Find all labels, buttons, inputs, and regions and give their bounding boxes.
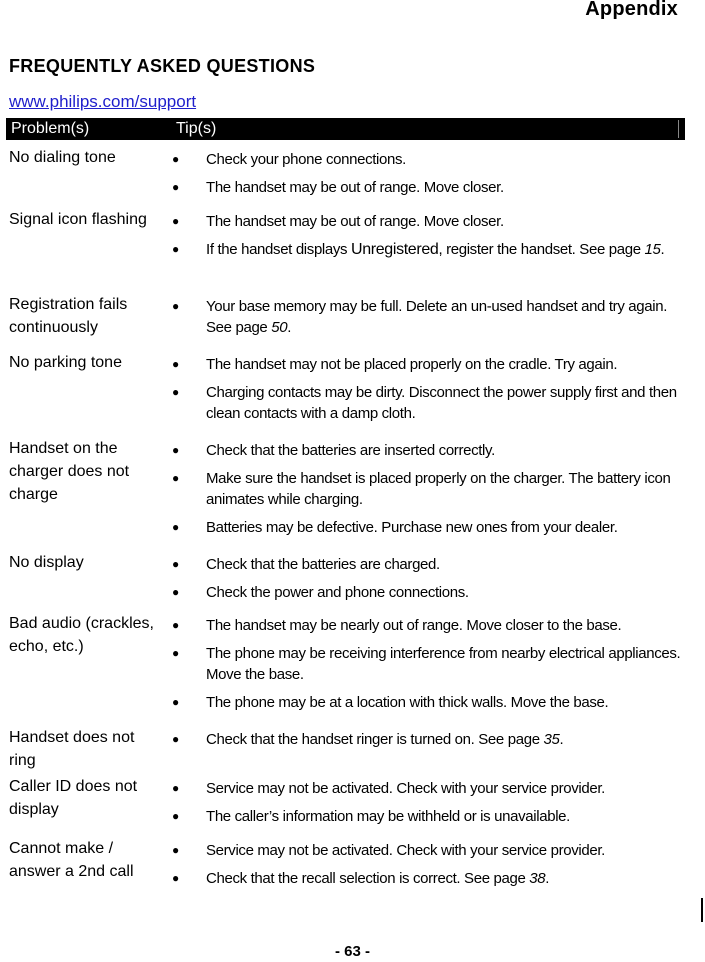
page-number: - 63 - <box>334 943 370 960</box>
problem-cell: Signal icon flashing <box>9 211 147 228</box>
tips-list <box>172 840 682 896</box>
tip-text: Service may not be activated. Check with your service provider. <box>206 842 605 859</box>
tips-list <box>172 778 682 834</box>
tip-item <box>172 211 682 232</box>
tip-text: , register the handset. See page <box>438 241 645 258</box>
problem-cell: Cannot make / answer a 2nd call <box>9 840 134 880</box>
section-header: Appendix <box>585 0 678 20</box>
tip-text: Make sure the handset is placed properly on the charger. The battery icon animates while charging. <box>206 470 671 508</box>
tip-text: Service may not be activated. Check with your service provider. <box>206 780 605 797</box>
tip-text: Check the power and phone connections. <box>206 584 469 601</box>
tips-list <box>172 440 682 545</box>
tip-item <box>172 382 682 424</box>
bullet-icon: ● <box>172 557 179 571</box>
tip-text: . <box>545 870 550 887</box>
tip-text: Batteries may be defective. Purchase new ones from your dealer. <box>206 519 618 536</box>
tip-item <box>172 615 682 636</box>
tip-item <box>172 840 682 861</box>
problem-cell: Handset on the charger does not charge <box>9 440 130 503</box>
page-reference: 50 <box>271 319 288 336</box>
tip-item <box>172 778 682 799</box>
problem-cell: No dialing tone <box>9 149 116 166</box>
tip-item <box>172 296 682 338</box>
bullet-icon: ● <box>172 180 179 194</box>
tip-text: The phone may be receiving interference from nearby electrical appliances. Move the base. <box>206 645 681 683</box>
tips-list <box>172 554 682 610</box>
page-reference: 35 <box>543 731 560 748</box>
problem-cell: No parking tone <box>9 354 122 371</box>
bullet-icon: ● <box>172 732 179 746</box>
tip-item <box>172 806 682 827</box>
tips-list <box>172 615 682 720</box>
bullet-icon: ● <box>172 809 179 823</box>
bullet-icon: ● <box>172 214 179 228</box>
bullet-icon: ● <box>172 443 179 457</box>
tip-item <box>172 643 682 685</box>
support-link[interactable]: www.philips.com/support <box>9 92 197 111</box>
bullet-icon: ● <box>172 695 179 709</box>
bullet-icon: ● <box>172 520 179 534</box>
tip-text: The handset may not be placed properly on the cradle. Try again. <box>206 356 618 373</box>
bullet-icon: ● <box>172 781 179 795</box>
bullet-icon: ● <box>172 299 179 313</box>
tip-item <box>172 692 682 713</box>
bullet-icon: ● <box>172 843 179 857</box>
tip-text: Check that the batteries are inserted correctly. <box>206 442 495 459</box>
column-header-problem: Problem(s) <box>11 120 90 137</box>
tip-item <box>172 354 682 375</box>
bullet-icon: ● <box>172 152 179 166</box>
page-reference: 15 <box>644 241 661 258</box>
tip-text: . <box>559 731 564 748</box>
tip-text: Check your phone connections. <box>206 151 406 168</box>
tips-list <box>172 296 682 345</box>
page-reference: 38 <box>529 870 546 887</box>
tip-text: Check that the batteries are charged. <box>206 556 440 573</box>
tip-text: The handset may be out of range. Move closer. <box>206 213 504 230</box>
page-title: FREQUENTLY ASKED QUESTIONS <box>9 56 316 76</box>
tip-item <box>172 868 682 889</box>
tip-item <box>172 517 682 538</box>
tip-text: The handset may be nearly out of range. Move closer to the base. <box>206 617 622 634</box>
bullet-icon: ● <box>172 385 179 399</box>
problem-cell: Registration fails continuously <box>9 296 128 336</box>
bullet-icon: ● <box>172 618 179 632</box>
tip-item <box>172 177 682 198</box>
tip-text: Your base memory may be full. Delete an un-used handset and try again. See page <box>206 298 668 336</box>
bullet-icon: ● <box>172 471 179 485</box>
tips-list <box>172 149 682 205</box>
tip-text: If the handset displays <box>206 241 352 258</box>
tip-text: . <box>287 319 292 336</box>
problem-cell: Bad audio (crackles, echo, etc.) <box>9 615 154 655</box>
tips-list <box>172 729 682 757</box>
bullet-icon: ● <box>172 242 179 256</box>
display-keyword: Unregistered <box>351 241 439 258</box>
tip-text: Charging contacts may be dirty. Disconnect the power supply first and then clean contacts with a damp cloth. <box>206 384 677 422</box>
tip-item <box>172 149 682 170</box>
tip-text: Check that the recall selection is correct. See page <box>206 870 530 887</box>
tip-item <box>172 582 682 603</box>
margin-mark <box>701 898 703 922</box>
tips-list <box>172 211 682 267</box>
tip-item <box>172 729 682 750</box>
tip-text: The phone may be at a location with thick walls. Move the base. <box>206 694 609 711</box>
bullet-icon: ● <box>172 646 179 660</box>
tip-item <box>172 468 682 510</box>
bullet-icon: ● <box>172 871 179 885</box>
tip-text: Check that the handset ringer is turned on. See page <box>206 731 544 748</box>
problem-cell: Caller ID does not display <box>9 778 138 818</box>
problem-cell: No display <box>9 554 84 571</box>
problem-cell: Handset does not ring <box>9 729 135 769</box>
bullet-icon: ● <box>172 585 179 599</box>
bullet-icon: ● <box>172 357 179 371</box>
tip-text: The handset may be out of range. Move closer. <box>206 179 504 196</box>
tip-item <box>172 554 682 575</box>
column-header-tips: Tip(s) <box>176 120 217 137</box>
tip-item <box>172 440 682 461</box>
tips-list <box>172 354 682 431</box>
tip-text: The caller’s information may be withheld or is unavailable. <box>206 808 570 825</box>
tip-text: . <box>660 241 665 258</box>
tip-item <box>172 239 682 260</box>
